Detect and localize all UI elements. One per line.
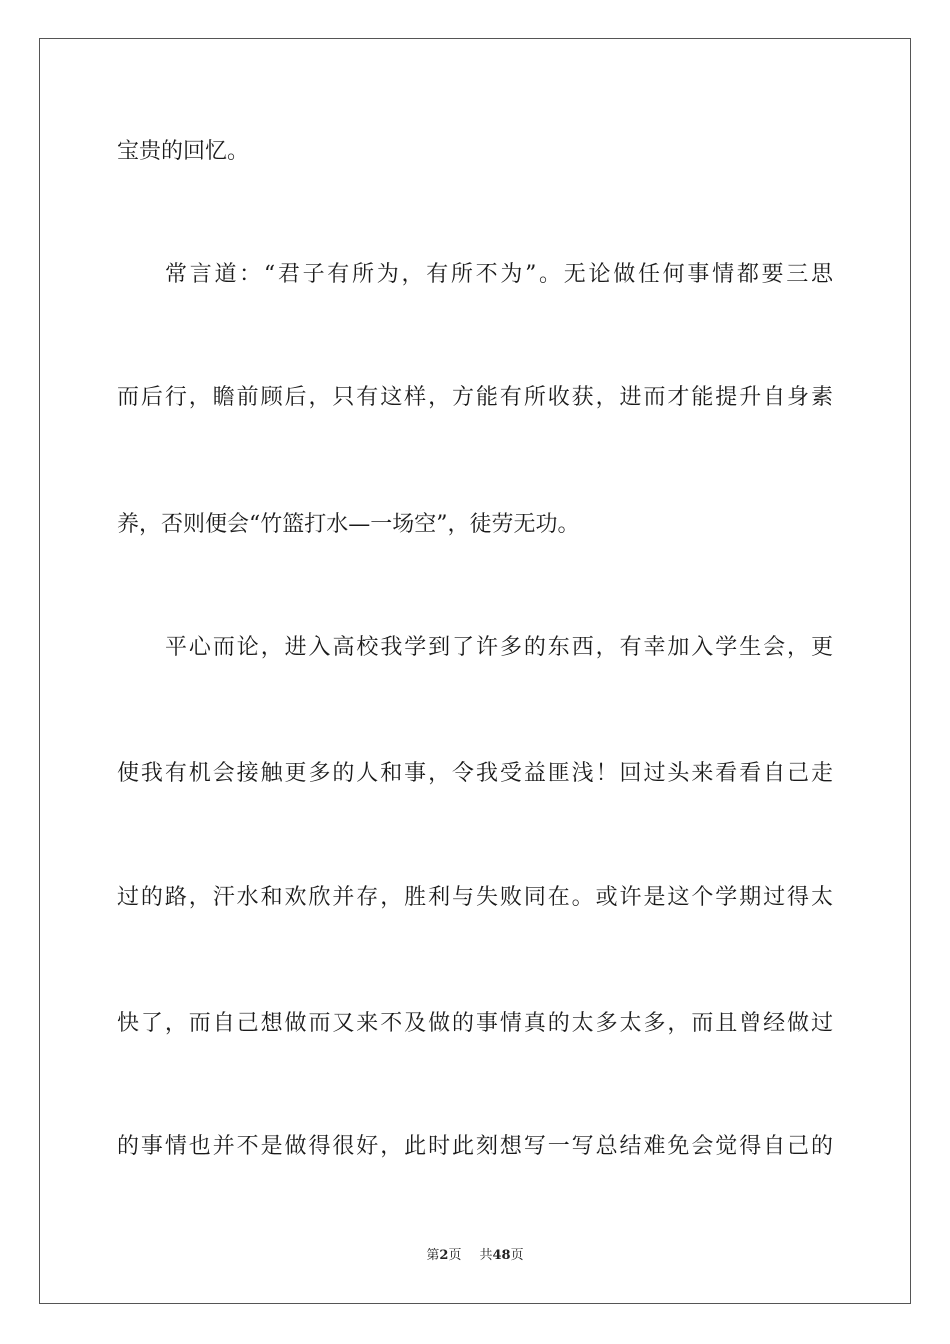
text-line-9: 的事情也并不是做得很好，此时此刻想写一写总结难免会觉得自己的 (117, 1134, 833, 1159)
text-line-5: 平心而论，进入高校我学到了许多的东西，有幸加入学生会，更 (165, 635, 833, 660)
text-line-6: 使我有机会接触更多的人和事，令我受益匪浅！回过头来看看自己走 (117, 761, 833, 786)
footer-page-number: 2 (439, 1248, 449, 1263)
text-line-4: 养，否则便会“竹篮打水—一场空”，徒劳无功。 (117, 512, 580, 537)
footer-total-suffix: 页 (510, 1248, 524, 1263)
footer-total-pages: 48 (492, 1248, 511, 1263)
footer-page-prefix: 第 (426, 1248, 440, 1263)
page-footer (0, 1247, 950, 1265)
footer-page-suffix: 页 (448, 1248, 462, 1263)
page-border (39, 38, 911, 1304)
text-line-1: 宝贵的回忆。 (117, 139, 250, 164)
footer-total-prefix: 共 (479, 1248, 493, 1263)
text-line-2: 常言道：“君子有所为，有所不为”。无论做任何事情都要三思 (165, 262, 833, 287)
text-line-8: 快了，而自己想做而又来不及做的事情真的太多太多，而且曾经做过 (117, 1011, 833, 1036)
text-line-7: 过的路，汗水和欢欣并存，胜利与失败同在。或许是这个学期过得太 (117, 885, 833, 910)
text-line-3: 而后行，瞻前顾后，只有这样，方能有所收获，进而才能提升自身素 (117, 385, 833, 410)
